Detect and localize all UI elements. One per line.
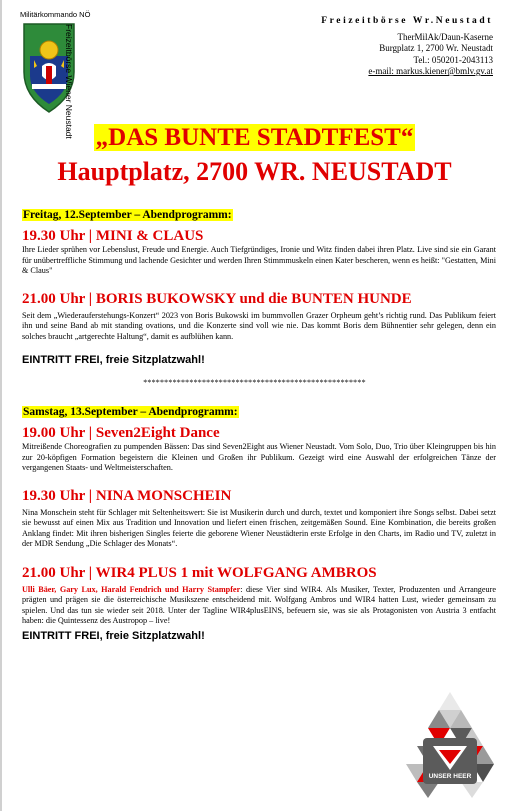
sender-org: Freizeitbörse Wr.Neustadt xyxy=(321,16,493,26)
friday-act1-description: Ihre Lieder sprühen vor Lebenslust, Freude und Energie. Auch Tiefgründiges, Ironie und Witz finden dabei ihren Platz. Live sind sie ein Garant für unübertreffliche Stimmung und lachende Gesichter und werden Ihren Stimmmuskeln einen Kater bescheren, wenn es heißt: "Gestatten, Mini & Claus" xyxy=(22,245,496,275)
saturday-act2-title: 19.30 Uhr | NINA MONSCHEIN xyxy=(22,487,232,504)
sender-line-kaserne: TherMilAk/Daun-Kaserne xyxy=(397,31,493,42)
sender-address xyxy=(321,16,493,78)
saturday-act1-description: Mitreißende Choreografien zu pumpenden Bässen: Das sind Seven2Eight aus Wiener Neustadt. Vom Solo, Duo, Trio über Kleingruppen bis hin zur 20-köpfigen Formation begeistern die Kleinen und Großen ihr Publikum. Gezeigt wird eine Auswahl der erfolgreichen Tänze der vergangenen Staats- und Weltmeisterschaften. xyxy=(22,442,496,472)
event-location: Hauptplatz, 2700 WR. NEUSTADT xyxy=(57,157,452,186)
friday-act2-title: 21.00 Uhr | BORIS BUKOWSKY und die BUNTEN HUNDE xyxy=(22,290,412,307)
unser-heer-text: UNSER HEER xyxy=(428,773,472,780)
event-title-wrap xyxy=(2,124,505,152)
saturday-act3-text: : diese Vier sind WIR4. Als Musiker, Texter, Produzenten und Arrangeure prägten und prägen sie die österreichische Musikszene entscheidend mit. Wolfgang Ambros und WIR4 hatten Lust, wieder gemeinsam zu spielen. Und das tun sie wieder seit 2018. Unter der Tagline WIR4plusEINS, befeuern sie, was sie als Protagonisten von Austria 3 entfacht haben: die Quintessenz des Austropop – live! xyxy=(22,584,496,625)
saturday-act3-title: 21.00 Uhr | WIR4 PLUS 1 mit WOLFGANG AMBROS xyxy=(22,564,377,581)
saturday-act3-names: Ulli Bäer, Gary Lux, Harald Fendrich und Harry Stampfer xyxy=(22,584,241,594)
saturday-act1-title: 19.00 Uhr | Seven2Eight Dance xyxy=(22,425,220,441)
saturday-act2-description: Nina Monschein steht für Schlager mit Seltenheitswert: Sie ist Musikerin durch und durch, textet und komponiert ihre Songs selbst. Dabei setzt sie bewusst auf einen Mix aus Tradition und Innovation und liefert einen frischen, zeitgemäßen Sound. Eine Kombination, die bereits großen Anklang findet: Mit ihren bisherigen Singles feierte die geborene Wiener Neustädterin erste Erfolge in den Charts, im Radio und TV, zuletzt in der MDR Sendung „Die Schlager des Monats“. xyxy=(22,507,496,548)
friday-act1-title: 19.30 Uhr | MINI & CLAUS xyxy=(22,228,204,244)
logo-top-text: Militärkommando NÖ xyxy=(20,10,91,19)
sender-email[interactable]: e-mail: markus.kiener@bmlv.gv.at xyxy=(368,66,493,76)
friday-section xyxy=(22,205,496,366)
unser-heer-logo xyxy=(401,690,499,800)
saturday-act3-description xyxy=(22,585,496,627)
friday-free-entry: EINTRITT FREI, freie Sitzplatzwahl! xyxy=(22,354,205,366)
saturday-section xyxy=(22,402,496,642)
friday-act2-description: Seit dem „Wiederauferstehungs-Konzert“ 2023 von Boris Bukowski im bummvollen Grazer Orpheum geht’s richtig rund. Das Publikum feiert ihn und seine Band ab mit standing ovations, und die Konzerte sind voll wie nie. Das kommt Boris dem Bühnentier sehr gelegen, denn ein solches braucht „artgerechte Haltung“, damit es aufblühen kann. xyxy=(22,310,496,341)
logo-side-text: Freizeitbörse Wiener Neustadt xyxy=(64,24,74,139)
saturday-free-entry: EINTRITT FREI, freie Sitzplatzwahl! xyxy=(22,629,205,642)
friday-day-heading: Freitag, 12.September – Abendprogramm: xyxy=(23,209,232,221)
event-title: „DAS BUNTE STADTFEST“ xyxy=(95,124,414,151)
section-divider: ***************************************************** xyxy=(143,378,366,387)
saturday-day-heading: Samstag, 13.September – Abendprogramm: xyxy=(23,406,238,418)
sender-line-address: Burgplatz 1, 2700 Wr. Neustadt xyxy=(379,43,493,53)
sender-line-phone: Tel.: 050201-2043113 xyxy=(413,54,493,65)
militaerkommando-logo xyxy=(16,10,112,139)
triangle-pattern-icon xyxy=(401,690,499,800)
